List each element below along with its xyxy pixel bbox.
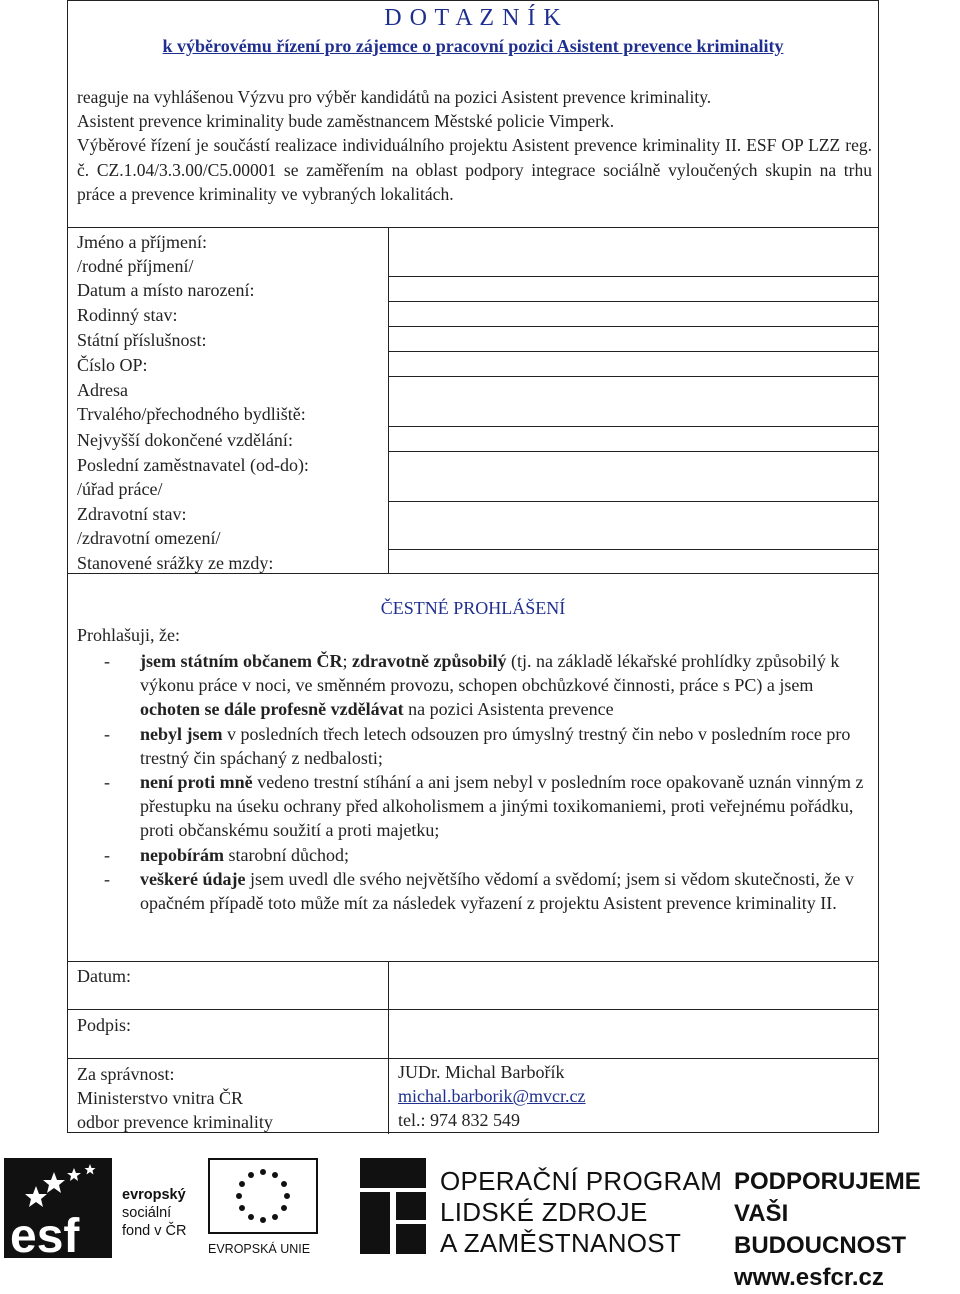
support-caption: PODPORUJEME VAŠI BUDOUCNOST www.esfcr.cz — [734, 1166, 960, 1294]
field-label-residence: Trvalého/přechodného bydliště: — [77, 404, 306, 424]
field-label-citizenship: Státní příslušnost: — [77, 330, 207, 350]
list-item: - nebyl jsem v posledních třech letech odsouzen pro úmyslný trestný čin nebo v posledním roce pro trestný čin spáchaný z nedbalosti; — [104, 723, 851, 768]
field-label-deductions: Stanovené srážky ze mzdy: — [77, 553, 274, 573]
row-divider — [68, 1009, 878, 1010]
declaration-list — [104, 649, 870, 915]
verified-by-label: Za správnost: — [77, 1064, 175, 1084]
field-label-last-employer: Poslední zaměstnavatel (od-do): — [77, 455, 309, 475]
row-divider — [388, 351, 878, 352]
form-subtitle: k výběrovému řízení pro zájemce o pracovní pozici Asistent prevence kriminality — [162, 36, 784, 56]
row-divider — [68, 1058, 878, 1059]
row-divider — [388, 426, 878, 427]
row-divider — [388, 276, 878, 277]
row-divider — [388, 301, 878, 302]
declaration-intro: Prohlašuji, že: — [77, 625, 180, 645]
contact-name: JUDr. Michal Barbořík — [398, 1062, 565, 1082]
department-label: odbor prevence kriminality — [77, 1112, 273, 1132]
list-item: - veškeré údaje jsem uvedl dle svého největšího vědomí a svědomí; jsem si vědom skutečnosti, že v opačném případě toto může mít za následek vyřazení z projektu Asistent prevence kriminality II. — [104, 868, 854, 914]
intro-text — [77, 85, 872, 206]
intro-paragraph-2: Asistent prevence kriminality bude zaměstnancem Městské policie Vimperk. — [77, 111, 615, 132]
table-column-divider — [388, 227, 389, 573]
signature-top-border — [68, 961, 878, 962]
row-divider — [388, 451, 878, 452]
intro-paragraph-1: reaguje na vyhlášenou Výzvu pro výběr kandidátů na pozici Asistent prevence kriminality. — [77, 87, 712, 107]
table-top-border — [68, 227, 878, 228]
esf-caption: evropský sociální fond v ČR — [122, 1187, 187, 1239]
list-item: - jsem státním občanem ČR; zdravotně způsobilý (tj. na základě lékařské prohlídky způsobilý k výkonu práce v noci, ve směnném provozu, schopen obchůzkové činnosti, práce s PC) a jsem ochoten se dále profesně vzdělávat na pozici Asistenta prevence — [104, 651, 840, 720]
signature-column-divider — [388, 961, 389, 1134]
form-title: D O T A Z N Í K — [384, 5, 562, 31]
questionnaire-form — [67, 0, 879, 1133]
field-label-birth-date: Datum a místo narození: — [77, 280, 255, 300]
contact-phone: tel.: 974 832 549 — [398, 1110, 520, 1130]
esfcr-link[interactable]: www.esfcr.cz — [734, 1264, 884, 1291]
intro-paragraph-3: Výběrové řízení je součástí realizace individuálního projektu Asistent prevence kriminality II. ESF OP LZZ reg. č. CZ.1.04/3.3.00/C5.00001 se zaměřením na oblast podpory integrace sociálně vyloučených skupin na trhu práce a prevence kriminality ve vybraných lokalitách. — [77, 135, 872, 204]
esf-logo-icon — [4, 1158, 112, 1258]
date-label: Datum: — [77, 966, 131, 986]
eu-caption: EVROPSKÁ UNIE — [208, 1242, 311, 1256]
field-label-marital-status: Rodinný stav: — [77, 305, 178, 325]
row-divider — [388, 501, 878, 502]
signature-label: Podpis: — [77, 1015, 132, 1035]
row-divider — [388, 376, 878, 377]
field-label-education: Nejvyšší dokončené vzdělání: — [77, 430, 293, 450]
field-label-birth-surname: /rodné příjmení/ — [77, 256, 194, 276]
ministry-label: Ministerstvo vnitra ČR — [77, 1088, 243, 1108]
row-divider — [388, 326, 878, 327]
contact-email-link[interactable]: michal.barborik@mvcr.cz — [398, 1086, 586, 1106]
field-label-health-limits: /zdravotní omezení/ — [77, 528, 221, 548]
field-label-id-card: Číslo OP: — [77, 355, 148, 375]
field-label-address: Adresa — [77, 380, 128, 400]
field-label-name: Jméno a příjmení: — [77, 232, 207, 252]
svg-text:esf: esf — [10, 1210, 80, 1258]
eu-flag-icon — [208, 1158, 318, 1234]
field-label-labour-office: /úřad práce/ — [77, 479, 163, 499]
list-item: - není proti mně vedeno trestní stíhání a ani jsem nebyl v posledním roce opakovaně uznán vinným z přestupku na úseku ochrany před alkoholismem a jinými toxikomaniemi, proti veřejnému pořádku, proti občanskému soužití a proti majetku; — [104, 772, 864, 841]
row-divider — [388, 549, 878, 550]
op-program-logo-icon — [360, 1158, 426, 1254]
declaration-heading: ČESTNÉ PROHLÁŠENÍ — [380, 598, 566, 618]
op-program-caption: OPERAČNÍ PROGRAM LIDSKÉ ZDROJE A ZAMĚSTNANOST — [440, 1166, 723, 1258]
footer-logos — [0, 1150, 960, 1291]
field-label-health: Zdravotní stav: — [77, 504, 187, 524]
list-item: - nepobírám starobní důchod; — [104, 844, 349, 865]
